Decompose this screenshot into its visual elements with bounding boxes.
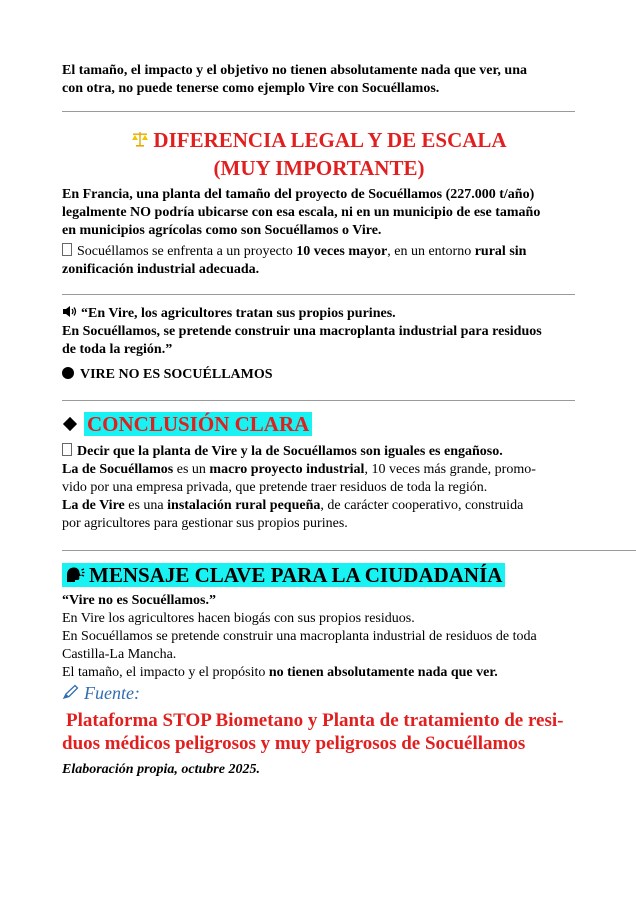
legal-title-line-1: DIFERENCIA LEGAL Y DE ESCALA	[153, 128, 507, 152]
diamond-icon	[63, 417, 77, 431]
legal-paragraph	[62, 186, 576, 240]
checkbox-glyph-icon	[62, 443, 72, 456]
quote-line-1: “En Vire, los agricultores tratan sus propios purines.	[81, 306, 396, 321]
quote-line-2: En Socuéllamos, se pretende construir una macroplanta industrial para residuos	[62, 324, 542, 339]
divider-2	[62, 294, 575, 295]
legal-para-line-3: en municipios agrícolas como son Socuéllamos o Vire.	[62, 223, 382, 238]
divider-1	[62, 111, 575, 112]
vire-badge	[62, 366, 576, 384]
quote-line-3: de toda la región.”	[62, 342, 173, 357]
conclusion-heading	[62, 411, 312, 437]
speaking-head-icon	[65, 562, 89, 588]
message-heading	[62, 562, 505, 588]
message-line-2: En Socuéllamos se pretende construir una macroplanta industrial de residuos de toda	[62, 629, 537, 644]
pen-icon	[62, 682, 84, 704]
legal-point-a: Socuéllamos se enfrenta a un proyecto	[77, 244, 297, 259]
conclusion-p1-a: La de Socuéllamos	[62, 462, 174, 477]
conclusion-p1-c: macro proyecto industrial	[209, 462, 365, 477]
platform-line-1: Plataforma STOP Biometano y Planta de tratamiento de resi-	[66, 710, 564, 731]
legal-para-line-1: En Francia, una planta del tamaño del proyecto de Socuéllamos (227.000 t/año)	[62, 187, 535, 202]
conclusion-p2-d: , de carácter cooperativo, construida	[320, 498, 524, 513]
speaker-icon	[62, 305, 81, 323]
message-line-4-a: El tamaño, el impacto y el propósito	[62, 665, 269, 680]
black-circle-icon	[62, 367, 74, 379]
intro-paragraph	[62, 62, 576, 98]
legal-para-line-2: legalmente NO podría ubicarse con esa escala, ni en un municipio de ese tamaño	[62, 205, 541, 220]
source-label	[62, 682, 140, 704]
message-quote: “Vire no es Socuéllamos.”	[62, 593, 216, 608]
conclusion-body	[62, 443, 576, 533]
legal-title-line-2: (MUY IMPORTANTE)	[213, 156, 425, 180]
platform-name	[62, 709, 578, 755]
vire-badge-text: VIRE NO ES SOCUÉLLAMOS	[80, 367, 273, 382]
conclusion-p1-d: , 10 veces más grande, promo-	[364, 462, 536, 477]
conclusion-p2-line-2: por agricultores para gestionar sus propios purines.	[62, 516, 348, 531]
elaboration-note: Elaboración propia, octubre 2025.	[62, 762, 260, 777]
scales-icon	[131, 126, 153, 154]
message-heading-text: MENSAJE CLAVE PARA LA CIUDADANÍA	[89, 563, 503, 587]
message-line-3: Castilla-La Mancha.	[62, 647, 177, 662]
quote-block	[62, 305, 576, 359]
legal-point-line-2: zonificación industrial adecuada.	[62, 262, 260, 277]
checkbox-glyph-icon	[62, 243, 72, 256]
conclusion-p2-c: instalación rural pequeña	[167, 498, 321, 513]
legal-title	[62, 126, 576, 154]
conclusion-p1-line-2: vido por una empresa privada, que pretende traer residuos de toda la región.	[62, 480, 488, 495]
legal-point-c: , en un entorno	[387, 244, 475, 259]
intro-line-2: con otra, no puede tenerse como ejemplo Vire con Socuéllamos.	[62, 81, 440, 96]
source-label-text: Fuente:	[84, 683, 140, 703]
intro-line-1: El tamaño, el impacto y el objetivo no tienen absolutamente nada que ver, una	[62, 63, 527, 78]
divider-3	[62, 400, 575, 401]
legal-point-d: rural sin	[474, 244, 527, 259]
conclusion-p1-b: es un	[173, 462, 210, 477]
legal-point-b: 10 veces mayor	[296, 244, 388, 259]
message-body	[62, 592, 576, 682]
message-line-1: En Vire los agricultores hacen biogás con sus propios residuos.	[62, 611, 415, 626]
legal-point	[62, 243, 576, 279]
divider-4	[62, 550, 636, 551]
conclusion-p2-a: La de Vire	[62, 498, 125, 513]
conclusion-heading-text: CONCLUSIÓN CLARA	[84, 412, 312, 436]
conclusion-p2-b: es una	[124, 498, 168, 513]
conclusion-point: Decir que la planta de Vire y la de Socuéllamos son iguales es engañoso.	[77, 444, 503, 459]
message-line-4-b: no tienen absolutamente nada que ver.	[268, 665, 498, 680]
platform-line-2: duos médicos peligrosos y muy peligrosos de Socuéllamos	[62, 733, 526, 754]
